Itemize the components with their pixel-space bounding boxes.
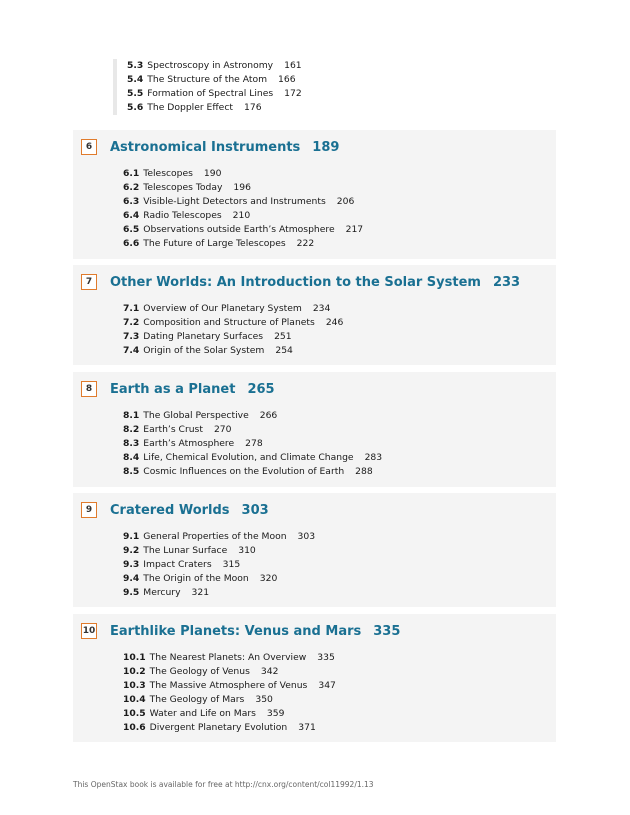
- chapter-10-block: [73, 614, 556, 742]
- section-number: 9.5: [123, 587, 140, 598]
- chapter-title: Cratered Worlds: [110, 502, 230, 518]
- section-page: 288: [355, 466, 373, 477]
- section-number: 5.3: [127, 60, 144, 71]
- section-page: 176: [244, 102, 262, 113]
- section-number: 5.4: [127, 74, 144, 85]
- section-page: 206: [336, 196, 355, 207]
- section-page: 254: [275, 345, 293, 356]
- section-title: Life, Chemical Evolution, and Climate Change: [143, 452, 354, 463]
- toc-section[interactable]: [117, 73, 302, 87]
- section-page: 217: [345, 224, 364, 235]
- chapter-number-badge: 7: [81, 274, 97, 290]
- section-title: Observations outside Earth’s Atmosphere: [143, 224, 335, 235]
- section-page: 210: [232, 210, 251, 221]
- section-number: 8.3: [123, 438, 140, 449]
- toc-section[interactable]: [113, 530, 315, 544]
- section-number: 8.5: [123, 466, 140, 477]
- section-page: 321: [191, 587, 210, 598]
- toc-section[interactable]: [113, 181, 363, 195]
- section-title: Radio Telescopes: [143, 210, 222, 221]
- section-number: 5.6: [127, 102, 144, 113]
- chapter-page: 265: [247, 381, 275, 397]
- toc-section[interactable]: [113, 693, 336, 707]
- chapter-number-badge: 6: [81, 139, 97, 155]
- section-page: 270: [213, 424, 232, 435]
- section-title: Earth’s Crust: [143, 424, 203, 435]
- section-page: 342: [260, 666, 279, 677]
- section-title: The Lunar Surface: [143, 545, 228, 556]
- section-title: The Doppler Effect: [147, 102, 233, 113]
- section-title: Earth’s Atmosphere: [143, 438, 235, 449]
- section-number: 9.1: [123, 531, 140, 542]
- toc-section[interactable]: [113, 209, 363, 223]
- section-number: 6.4: [123, 210, 140, 221]
- section-number: 10.5: [123, 708, 146, 719]
- toc-section[interactable]: [113, 544, 315, 558]
- section-title: The Geology of Mars: [149, 694, 245, 705]
- section-title: Dating Planetary Surfaces: [143, 331, 264, 342]
- section-number: 7.4: [123, 345, 140, 356]
- toc-section[interactable]: [113, 223, 363, 237]
- section-list: [113, 167, 363, 251]
- section-page: 161: [284, 60, 302, 71]
- section-title: Formation of Spectral Lines: [147, 88, 274, 99]
- section-number: 10.3: [123, 680, 146, 691]
- section-page: 278: [245, 438, 263, 449]
- chapter-heading[interactable]: [81, 381, 275, 397]
- section-page: 166: [278, 74, 296, 85]
- chapter-page: 335: [373, 623, 401, 639]
- section-page: 371: [298, 722, 316, 733]
- toc-section[interactable]: [113, 316, 343, 330]
- toc-section[interactable]: [113, 465, 382, 479]
- chapter-title: Earth as a Planet: [110, 381, 236, 397]
- section-page: 283: [364, 452, 383, 463]
- section-number: 8.2: [123, 424, 140, 435]
- section-title: The Nearest Planets: An Overview: [149, 652, 307, 663]
- continued-sections: [113, 59, 302, 115]
- section-number: 10.6: [123, 722, 146, 733]
- section-title: Telescopes Today: [143, 182, 223, 193]
- section-title: General Properties of the Moon: [143, 531, 287, 542]
- section-page: 266: [259, 410, 278, 421]
- section-page: 350: [255, 694, 273, 705]
- section-page: 234: [312, 303, 331, 314]
- page-footer: This OpenStax book is available for free at http://cnx.org/content/col11992/1.13: [73, 780, 374, 789]
- section-page: 320: [259, 573, 278, 584]
- section-page: 246: [325, 317, 344, 328]
- chapter-7-block: [73, 265, 556, 365]
- section-title: Origin of the Solar System: [143, 345, 265, 356]
- section-number: 9.4: [123, 573, 140, 584]
- toc-section[interactable]: [113, 344, 343, 358]
- section-page: 335: [317, 652, 335, 663]
- section-title: Spectroscopy in Astronomy: [147, 60, 274, 71]
- section-title: The Global Perspective: [143, 410, 249, 421]
- chapter-page: 233: [492, 274, 521, 290]
- toc-section[interactable]: [113, 558, 315, 572]
- section-number: 10.1: [123, 652, 146, 663]
- section-title: Mercury: [143, 587, 181, 598]
- chapter-title: Other Worlds: An Introduction to the Solar System: [110, 274, 481, 290]
- toc-section[interactable]: [117, 87, 302, 101]
- section-title: The Structure of the Atom: [147, 74, 268, 85]
- section-list: [113, 530, 315, 600]
- chapter-9-block: [73, 493, 556, 607]
- section-title: Telescopes: [143, 168, 193, 179]
- toc-section[interactable]: [113, 679, 336, 693]
- section-page: 222: [296, 238, 315, 249]
- toc-section[interactable]: [113, 167, 363, 181]
- section-number: 5.5: [127, 88, 144, 99]
- section-page: 251: [274, 331, 292, 342]
- toc-section[interactable]: [113, 721, 336, 735]
- section-page: 315: [222, 559, 241, 570]
- section-title: Overview of Our Planetary System: [143, 303, 302, 314]
- chapter-heading[interactable]: [81, 623, 400, 639]
- chapter-page: 303: [241, 502, 269, 518]
- section-list: [113, 651, 336, 735]
- toc-section[interactable]: [113, 451, 382, 465]
- section-title: Water and Life on Mars: [149, 708, 256, 719]
- toc-section[interactable]: [113, 651, 336, 665]
- chapter-number-badge: 10: [81, 623, 97, 639]
- section-page: 310: [238, 545, 256, 556]
- section-number: 7.2: [123, 317, 140, 328]
- section-title: The Massive Atmosphere of Venus: [149, 680, 308, 691]
- section-number: 8.1: [123, 410, 140, 421]
- toc-section[interactable]: [113, 195, 363, 209]
- chapter-heading[interactable]: [81, 274, 520, 290]
- toc-section[interactable]: [113, 409, 382, 423]
- section-title: The Geology of Venus: [149, 666, 250, 677]
- section-number: 8.4: [123, 452, 140, 463]
- section-list: [113, 302, 343, 358]
- section-list: [113, 409, 382, 479]
- chapter-heading[interactable]: [81, 139, 339, 155]
- section-title: Divergent Planetary Evolution: [149, 722, 288, 733]
- chapter-heading[interactable]: [81, 502, 269, 518]
- toc-section[interactable]: [113, 237, 363, 251]
- section-number: 9.3: [123, 559, 140, 570]
- chapter-page: 189: [312, 139, 340, 155]
- section-page: 303: [297, 531, 316, 542]
- toc-section[interactable]: [113, 665, 336, 679]
- section-number: 7.1: [123, 303, 140, 314]
- section-page: 190: [203, 168, 222, 179]
- chapter-title: Earthlike Planets: Venus and Mars: [110, 623, 362, 639]
- section-number: 6.2: [123, 182, 140, 193]
- chapter-number-badge: 9: [81, 502, 97, 518]
- section-number: 10.2: [123, 666, 146, 677]
- section-number: 6.6: [123, 238, 140, 249]
- toc-section[interactable]: [113, 707, 336, 721]
- section-number: 7.3: [123, 331, 140, 342]
- section-title: Cosmic Influences on the Evolution of Earth: [143, 466, 345, 477]
- section-page: 196: [233, 182, 251, 193]
- section-number: 6.3: [123, 196, 140, 207]
- section-number: 6.5: [123, 224, 140, 235]
- section-title: Composition and Structure of Planets: [143, 317, 315, 328]
- chapter-6-block: [73, 130, 556, 259]
- toc-section[interactable]: [113, 437, 382, 451]
- section-number: 10.4: [123, 694, 146, 705]
- toc-section[interactable]: [117, 59, 302, 73]
- section-title: The Origin of the Moon: [143, 573, 249, 584]
- toc-section[interactable]: [117, 101, 302, 115]
- chapter-title: Astronomical Instruments: [110, 139, 301, 155]
- section-number: 9.2: [123, 545, 140, 556]
- chapter-number-badge: 8: [81, 381, 97, 397]
- section-title: Visible-Light Detectors and Instruments: [143, 196, 326, 207]
- toc-section[interactable]: [113, 586, 315, 600]
- toc-section[interactable]: [113, 330, 343, 344]
- section-page: 172: [284, 88, 302, 99]
- section-title: The Future of Large Telescopes: [143, 238, 286, 249]
- toc-section[interactable]: [113, 302, 343, 316]
- section-title: Impact Craters: [143, 559, 212, 570]
- section-page: 347: [318, 680, 336, 691]
- toc-section[interactable]: [113, 423, 382, 437]
- toc-section[interactable]: [113, 572, 315, 586]
- chapter-8-block: [73, 372, 556, 487]
- section-number: 6.1: [123, 168, 140, 179]
- section-page: 359: [266, 708, 285, 719]
